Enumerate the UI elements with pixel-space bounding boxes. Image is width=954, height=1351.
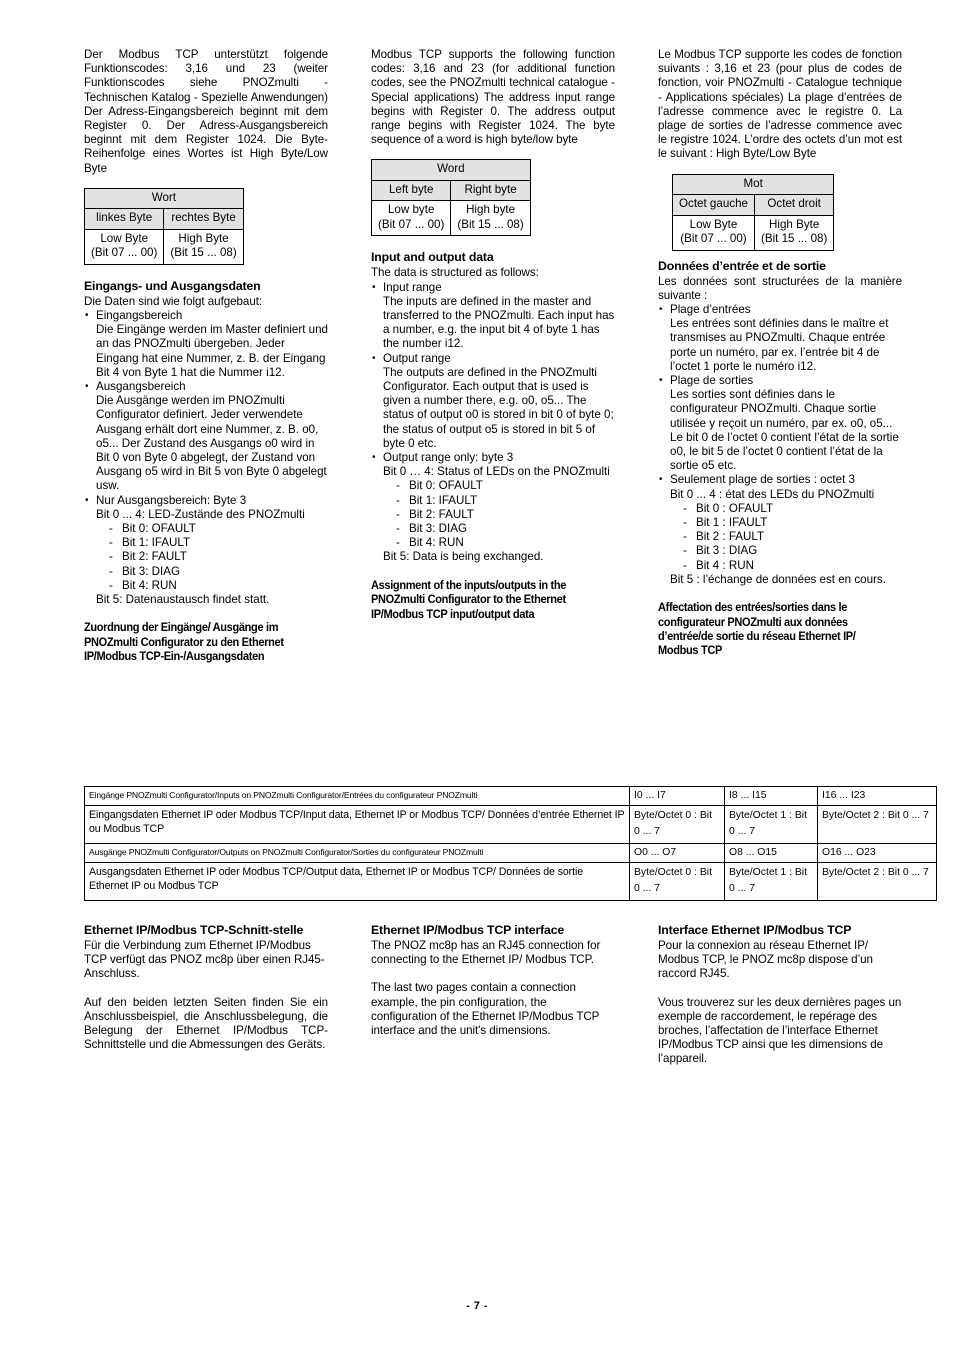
word-table-right-header-de: rechtes Byte	[164, 209, 243, 230]
table-row	[85, 863, 937, 901]
section-heading-io-fr: Données d’entrée et de sortie	[658, 258, 826, 273]
interface-paragraph-fr-2: Vous trouverez sur les deux dernières pages un exemple de raccordement, le repérage des broches, l’affectation de l’interface Ethernet IP/Modbus TCP ainsi que les dimensions de l’appareil.	[658, 995, 902, 1066]
bullet-body-de-1: Die Eingänge werden im Master definiert und an das PNOZmulti übergeben. Jeder Eingang hat eine Nummer, z. B. der Eingang Bit 4 von Byte 1 hat die Nummer i12.	[96, 323, 328, 379]
assignment-row-c2-1: Byte/Octet 1 : Bit 0 ... 7	[725, 806, 818, 844]
table-row	[673, 195, 834, 216]
io-lead-fr: Les données sont structurées de la manière suivante :	[658, 274, 902, 302]
word-table-left-header-de: linkes Byte	[85, 209, 164, 230]
table-row	[85, 787, 937, 806]
bullet-title-en-3: Output range only: byte 3	[383, 451, 514, 465]
list-item	[371, 281, 615, 352]
word-table-en	[371, 159, 531, 236]
interface-paragraph-en-2: The last two pages contain a connection example, the pin configuration, the configuration of the Ethernet IP/Modbus TCP interface and the unit's dimensions.	[371, 981, 600, 1038]
assignment-row-c3-0: I16 ... I23	[818, 787, 937, 806]
bullet-body-fr-1: Les entrées sont définies dans le maître et transmises au PNOZmulti. Chaque entrée porte un numéro, par ex. l’entrée bit 4 de l’octet 1 porte le numéro i12.	[670, 317, 889, 373]
word-table-left-value-de: Low Byte	[100, 231, 149, 245]
list-item	[371, 451, 615, 565]
assignment-table	[84, 786, 937, 901]
list-item: - Bit 3: DIAG	[108, 565, 328, 579]
list-item: - Bit 1 : IFAULT	[682, 516, 902, 530]
list-item: - Bit 4: RUN	[395, 536, 615, 550]
interface-paragraph-en-1: The PNOZ mc8p has an RJ45 connection for connecting to the Ethernet IP/ Modbus TCP.	[371, 939, 601, 967]
assignment-row-c1-0: I0 ... I7	[630, 787, 725, 806]
bullet-title-fr-1: Plage d’entrées	[670, 303, 751, 317]
interface-heading-fr: Interface Ethernet IP/Modbus TCP	[658, 923, 852, 937]
bullet-title-de-1: Eingangsbereich	[96, 309, 183, 323]
list-item	[658, 303, 902, 374]
word-table-right-header-fr: Octet droit	[754, 195, 833, 216]
assignment-row-c2-0: I8 ... I15	[725, 787, 818, 806]
word-table-left-value-en: Low byte	[387, 203, 435, 217]
column-french	[658, 48, 902, 665]
list-item: - Bit 2 : FAULT	[682, 530, 902, 544]
word-table-left-header-fr: Octet gauche	[673, 195, 755, 216]
assignment-row-c1-3: Byte/Octet 0 : Bit 0 ... 7	[630, 863, 725, 901]
list-item	[84, 494, 328, 608]
list-item	[658, 374, 902, 473]
assignment-heading-en: Assignment of the inputs/outputs in the PNOZmulti Configurator to the Ethernet IP/Modbus TCP input/output data	[371, 578, 567, 621]
word-table-right-value-en: High byte	[466, 203, 516, 217]
table-row	[85, 209, 244, 230]
word-table-right-cell-fr	[754, 215, 833, 250]
spacer	[84, 607, 328, 621]
assignment-row-c2-2: O8 ... O15	[725, 844, 818, 863]
spacer	[371, 236, 615, 250]
interface-paragraph-de-2: Auf den beiden letzten Seiten finden Sie ein Anschlussbeispiel, die Anschlussbelegung, die Belegung der Ethernet IP/Modbus TCP-Schnittstelle und die Abmessungen des Geräts.	[84, 995, 328, 1052]
assignment-heading-de: Zuordnung der Eingänge/ Ausgänge im PNOZmulti Configurator zu den Ethernet IP/Modbus TCP-Ein-/Ausgangsdaten	[84, 621, 284, 664]
list-item	[84, 380, 328, 494]
top-column-group	[84, 48, 902, 665]
bottom-column-group	[84, 923, 902, 1067]
list-item: - Bit 1: IFAULT	[395, 494, 615, 508]
word-table-right-value-de: High Byte	[178, 231, 229, 245]
section-heading-io-de: Eingangs- und Ausgangsdaten	[84, 278, 261, 293]
table-row	[372, 160, 531, 181]
bit5-note-en: Bit 5: Data is being exchanged.	[383, 550, 544, 564]
spacer	[658, 587, 902, 601]
list-item: - Bit 3 : DIAG	[682, 544, 902, 558]
word-table-left-cell-en	[372, 201, 451, 236]
column-english-interface	[371, 923, 615, 1067]
word-table-right-value-fr: High Byte	[769, 217, 820, 231]
table-row	[85, 229, 244, 264]
list-item: - Bit 2: FAULT	[108, 550, 328, 564]
led-list-fr	[670, 502, 902, 573]
word-table-right-bits-fr: (Bit 15 ... 08)	[760, 232, 828, 246]
word-table-title-fr: Mot	[673, 174, 834, 195]
interface-paragraph-fr-1: Pour la connexion au réseau Ethernet IP/ Modbus TCP, le PNOZ mc8p dispose d’un raccord RJ45.	[658, 939, 873, 981]
io-bullet-list-fr	[658, 303, 902, 587]
word-table-de	[84, 188, 244, 265]
column-german	[84, 48, 328, 665]
io-bullet-list-de	[84, 309, 328, 607]
io-bullet-list-en	[371, 281, 615, 565]
spacer	[84, 265, 328, 279]
bullet-title-de-2: Ausgangsbereich	[96, 380, 186, 394]
bullet-body-en-1: The inputs are defined in the master and transferred to the PNOZmulti. Each input has a number, e.g. the input bit 4 of byte 1 has the number i12.	[383, 294, 615, 351]
page-number: - 7 -	[466, 1300, 488, 1312]
bit5-note-de: Bit 5: Datenaustausch findet statt.	[96, 593, 270, 607]
assignment-row-label-0: Eingänge PNOZmulti Configurator/Inputs on PNOZmulti Configurator/Entrées du configurateur PNOZmulti	[85, 787, 630, 806]
word-table-left-cell-de	[85, 229, 164, 264]
word-table-right-cell-de	[164, 229, 243, 264]
assignment-row-c3-3: Byte/Octet 2 : Bit 0 ... 7	[818, 863, 937, 901]
assignment-row-c1-1: Byte/Octet 0 : Bit 0 ... 7	[630, 806, 725, 844]
word-table-left-cell-fr	[673, 215, 755, 250]
bullet-body-fr-2: Les sorties sont définies dans le configurateur PNOZmulti. Chaque sortie utilisée y reçoit un numéro, par ex. o0, o5... Le bit 0 de l’octet 0 contient l’état de la sortie o0, le bit 5 de l’octet 0 contient l’état de la sortie o5 etc.	[670, 388, 899, 473]
interface-heading-de: Ethernet IP/Modbus TCP-Schnitt-stelle	[84, 923, 304, 937]
list-item: - Bit 4: RUN	[108, 579, 328, 593]
assignment-row-label-3: Ausgangsdaten Ethernet IP oder Modbus TCP/Output data, Ethernet IP or Modbus TCP/ Données de sortie Ethernet IP ou Modbus TCP	[85, 863, 630, 901]
list-item: - Bit 2: FAULT	[395, 508, 615, 522]
assignment-heading-fr: Affectation des entrées/sorties dans le configurateur PNOZmulti aux données d’entrée/de sortie du réseau Ethernet IP/ Modbus TCP	[658, 601, 856, 658]
assignment-row-c1-2: O0 ... O7	[630, 844, 725, 863]
word-table-title-en: Word	[372, 160, 531, 181]
list-item: - Bit 0 : OFAULT	[682, 502, 902, 516]
column-french-interface	[658, 923, 902, 1067]
assignment-row-c2-3: Byte/Octet 1 : Bit 0 ... 7	[725, 863, 818, 901]
bullet-title-de-3: Nur Ausgangsbereich: Byte 3	[96, 493, 247, 507]
list-item: - Bit 1: IFAULT	[108, 536, 328, 550]
spacer	[658, 251, 902, 259]
bullet-body-en-3: Bit 0 … 4: Status of LEDs on the PNOZmulti	[383, 465, 610, 479]
intro-paragraph-de: Der Modbus TCP unterstützt folgende Funktionscodes: 3,16 und 23 (weiter Funktionscodes siehe PNOZmulti - Technischen Katalog - Spezielle Anwendungen) Der Adress-Eingangsbereich beginnt mit dem Register 0. Der Adress-Ausgangsbereich beginnt mit dem Register 1024. Die Byte-Reihenfolge eines Wortes ist High Byte/Low Byte	[84, 48, 328, 175]
list-item	[658, 473, 902, 587]
word-table-right-bits-de: (Bit 15 ... 08)	[170, 246, 237, 260]
list-item	[371, 352, 615, 451]
section-heading-io-en: Input and output data	[371, 250, 494, 265]
table-row	[85, 188, 244, 209]
intro-paragraph-en: Modbus TCP supports the following function codes: 3,16 and 23 (for additional function codes, see the PNOZmulti technical catalogue - Special applications) The address input range begins with Register 0. The address output range begins with Register 1024. The byte sequence of a word is high byte/low byte	[371, 48, 615, 147]
list-item: - Bit 0: OFAULT	[108, 522, 328, 536]
list-item: - Bit 0: OFAULT	[395, 479, 615, 493]
bullet-body-de-2: Die Ausgänge werden im PNOZmulti Configurator definiert. Jeder verwendete Ausgang erhält dort eine Nummer, z. B. o0, o5... Der Zustand des Ausgangs o0 wird in Bit 0 von Byte 0 abgelegt, der Zustand von Ausgang o5 wird in Bit 5 von Byte 0 abgelegt usw.	[96, 394, 327, 493]
spacer	[84, 982, 328, 996]
bullet-title-fr-3: Seulement plage de sorties : octet 3	[670, 473, 855, 487]
column-german-interface	[84, 923, 328, 1067]
io-lead-de: Die Daten sind wie folgt aufgebaut:	[84, 294, 263, 308]
list-item: - Bit 4 : RUN	[682, 559, 902, 573]
word-table-left-value-fr: Low Byte	[689, 217, 738, 231]
table-row	[372, 201, 531, 236]
assignment-row-label-2: Ausgänge PNOZmulti Configurator/Outputs on PNOZmulti Configurator/Sorties du configurateur PNOZmulti	[85, 844, 630, 863]
word-table-right-header-en: Right byte	[451, 180, 530, 201]
bullet-body-de-3: Bit 0 ... 4: LED-Zustände des PNOZmulti	[96, 507, 305, 521]
table-row	[85, 806, 937, 844]
bullet-title-fr-2: Plage de sorties	[670, 374, 754, 388]
spacer	[371, 565, 615, 579]
led-list-en	[383, 479, 615, 550]
assignment-row-c3-2: O16 ... O23	[818, 844, 937, 863]
io-lead-en: The data is structured as follows:	[371, 266, 539, 280]
assignment-row-label-1: Eingangsdaten Ethernet IP oder Modbus TCP/Input data, Ethernet IP or Modbus TCP/ Données d’entrée Ethernet IP ou Modbus TCP	[85, 806, 630, 844]
spacer	[371, 967, 615, 981]
table-row	[673, 215, 834, 250]
led-list-de	[96, 522, 328, 593]
word-table-title-de: Wort	[85, 188, 244, 209]
word-table-left-bits-en: (Bit 07 ... 00)	[378, 217, 445, 231]
spacer	[658, 982, 902, 996]
word-table-right-bits-en: (Bit 15 ... 08)	[457, 217, 524, 231]
assignment-table-wrapper	[84, 786, 929, 901]
table-row	[85, 844, 937, 863]
intro-paragraph-fr: Le Modbus TCP supporte les codes de fonction suivants : 3,16 et 23 (pour plus de codes de fonction, voir PNOZmulti - Catalogue technique - Applications spéciales) La plage d’entrées de l’adresse commence avec le registre 0. La plage de sorties de l’adresse commence avec le registre 1024. L’ordre des octets d’un mot est le suivant : High Byte/Low Byte	[658, 48, 902, 161]
column-english	[371, 48, 615, 665]
word-table-left-header-en: Left byte	[372, 180, 451, 201]
interface-heading-en: Ethernet IP/Modbus TCP interface	[371, 923, 565, 937]
word-table-fr	[672, 174, 834, 251]
bit5-note-fr: Bit 5 : l’échange de données est en cours.	[670, 572, 886, 586]
word-table-right-cell-en	[451, 201, 530, 236]
table-row	[372, 180, 531, 201]
list-item: - Bit 3: DIAG	[395, 522, 615, 536]
bullet-body-fr-3: Bit 0 ... 4 : état des LEDs du PNOZmulti	[670, 487, 875, 501]
word-table-left-bits-fr: (Bit 07 ... 00)	[680, 232, 747, 246]
table-row	[673, 174, 834, 195]
bullet-title-en-2: Output range	[383, 351, 451, 365]
word-table-left-bits-de: (Bit 07 ... 00)	[91, 246, 158, 260]
bullet-body-en-2: The outputs are defined in the PNOZmulti Configurator. Each output that is used is given a number there, e.g. o0, o5... The status of output o0 is stored in bit 0 of byte 0; the status of output o5 is stored in bit 5 of byte 0 etc.	[383, 365, 614, 450]
list-item	[84, 309, 328, 380]
bullet-title-en-1: Input range	[383, 280, 442, 294]
assignment-row-c3-1: Byte/Octet 2 : Bit 0 ... 7	[818, 806, 937, 844]
interface-paragraph-de-1: Für die Verbindung zum Ethernet IP/Modbus TCP verfügt das PNOZ mc8p über einen RJ45-Anschluss.	[84, 939, 325, 981]
